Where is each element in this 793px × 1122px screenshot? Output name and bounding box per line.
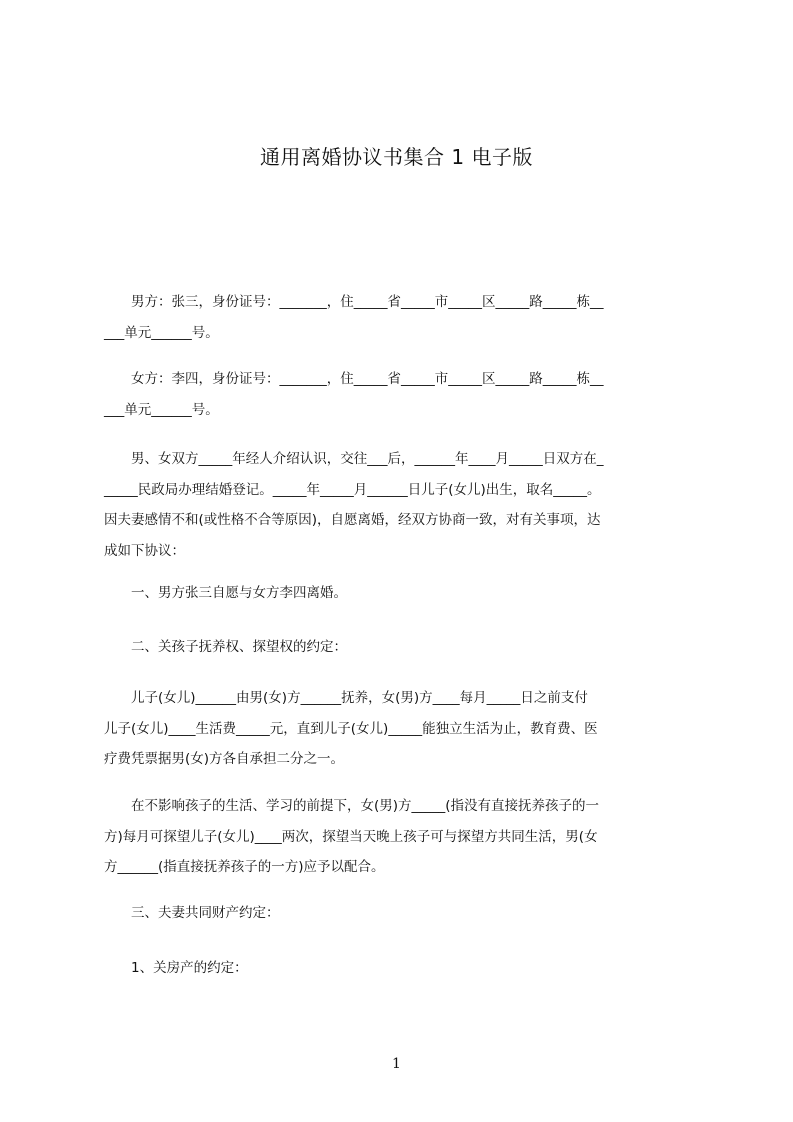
text-line: 方______(指直接抚养孩子的一方)应予以配合。 [104, 859, 385, 875]
text-line: 儿子(女儿)______由男(女)方______抚养，女(男)方____每月_____日之前支付 [104, 690, 588, 706]
text-line: ___单元______号。 [104, 401, 219, 418]
text-line: 1、关房产的约定： [104, 960, 248, 976]
text-line: 方)每月可探望儿子(女儿)____两次，探望当天晚上孩子可与探望方共同生活，男(女 [104, 828, 598, 845]
subsection-heading-1 [104, 953, 702, 984]
text-line: 男方：张三，身份证号：_______，住_____省_____市_____区_____路_____栋__ [104, 294, 604, 310]
text-line: 三、夫妻共同财产约定： [104, 905, 280, 921]
text-line: 男、女双方_____年经人介绍认识，交往___后，______年____月_____日双方在_ [104, 451, 604, 467]
paragraph-custody [104, 683, 702, 775]
paragraph-visitation [104, 791, 702, 883]
text-line: _____民政局办理结婚登记。_____年_____月______日儿子(女儿)出生，取名_____。 [104, 481, 601, 498]
section-heading-1 [104, 578, 702, 609]
paragraph-male-party [104, 287, 702, 348]
paragraph-female-party [104, 364, 702, 425]
text-line: ___单元______号。 [104, 324, 219, 341]
text-line: 二、关孩子抚养权、探望权的约定： [104, 639, 347, 655]
section-heading-2 [104, 632, 702, 663]
text-line: 女方：李四，身份证号：_______，住_____省_____市_____区_____路_____栋__ [104, 371, 604, 387]
text-line: 一、男方张三自愿与女方李四离婚。 [104, 585, 347, 601]
page-number: 1 [392, 1056, 401, 1072]
text-line: 成如下协议： [104, 542, 185, 559]
text-line: 儿子(女儿)____生活费_____元，直到儿子(女儿)_____能独立生活为止，教育费、医 [104, 720, 598, 737]
text-line: 因夫妻感情不和(或性格不合等原因)，自愿离婚，经双方协商一致，对有关事项，达 [104, 512, 601, 528]
section-heading-3 [104, 898, 702, 929]
text-line: 疗费凭票据男(女)方各自承担二分之一。 [104, 751, 345, 767]
paragraph-background [104, 444, 702, 566]
document-title: 通用离婚协议书集合 1 电子版 [260, 145, 533, 169]
text-line: 在不影响孩子的生活、学习的前提下，女(男)方_____(指没有直接抚养孩子的一 [104, 798, 600, 814]
